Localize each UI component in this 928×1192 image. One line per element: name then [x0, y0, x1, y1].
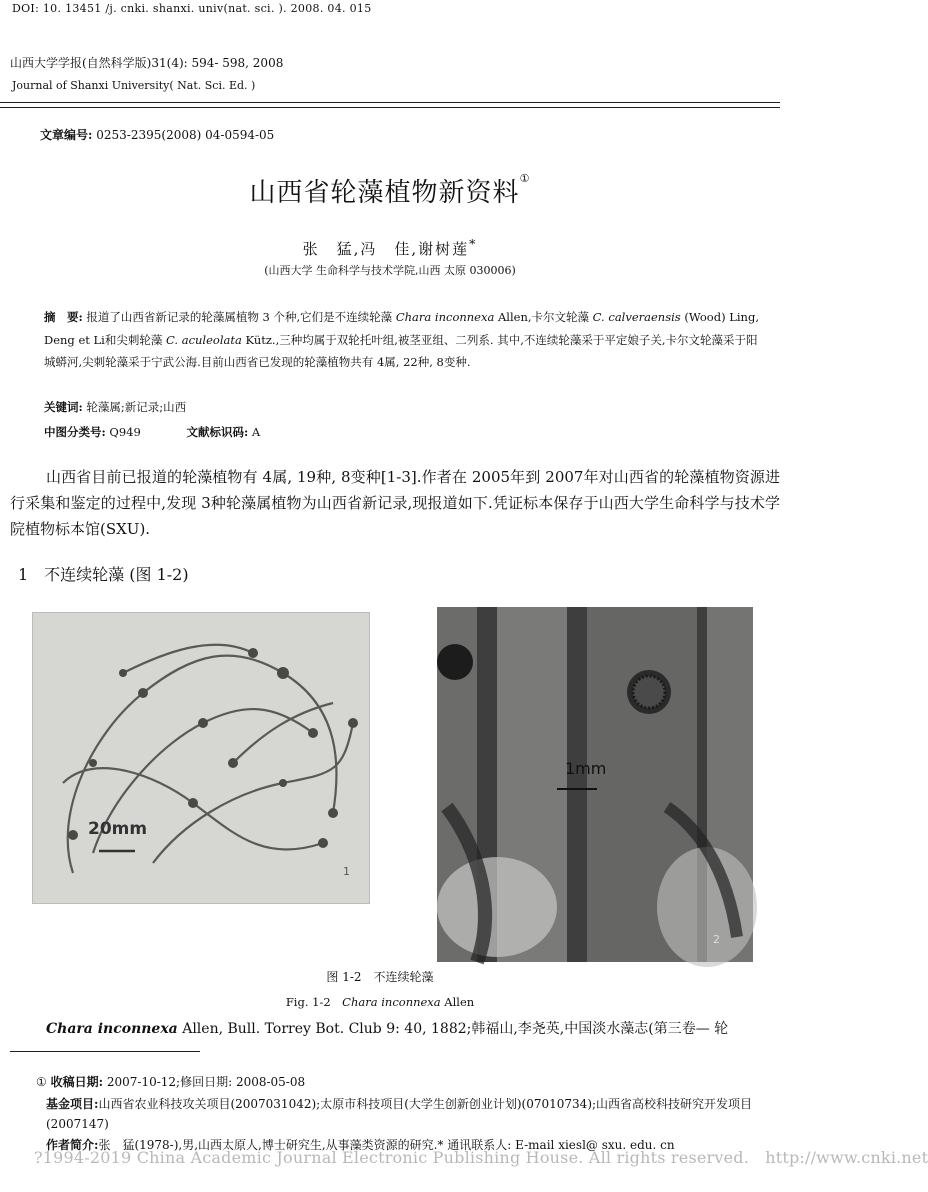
abstract	[44, 306, 764, 374]
clc-label: 中图分类号:	[44, 425, 106, 439]
authors	[0, 236, 780, 259]
keywords-label: 关键词:	[44, 400, 83, 414]
reference-text: Allen, Bull. Torrey Bot. Club 9: 40, 1882;韩福山,李尧英,中国淡水藻志(第三卷— 轮	[177, 1021, 729, 1037]
title-footnote-mark: ①	[519, 172, 531, 185]
doc-code-label: 文献标识码:	[186, 425, 249, 439]
clc-value: Q949	[109, 425, 141, 439]
author-names: 张 猛,冯 佳,谢树莲	[302, 240, 470, 258]
doc-code-value: A	[251, 425, 261, 439]
paper-title-text: 山西省轮藻植物新资料	[249, 178, 520, 208]
caption-en-suffix: Allen	[440, 995, 475, 1009]
article-number	[40, 126, 274, 143]
abstract-species-2: C. calveraensis	[592, 310, 681, 324]
figure-2-scale-label: 1mm	[565, 759, 607, 778]
abstract-text-1: 报道了山西省新记录的轮藻属植物 3 个种,它们是不连续轮藻	[86, 310, 396, 324]
footnote-mark: ①	[36, 1075, 47, 1089]
paper-title	[0, 172, 780, 209]
footnote-rule	[10, 1051, 200, 1052]
figure-caption-en	[0, 994, 760, 1010]
cnki-watermark: ?1994-2019 China Academic Journal Electronic Publishing House. All rights reserved. http://www.cnki.net	[34, 1148, 928, 1167]
caption-en-species: Chara inconnexa	[342, 995, 441, 1009]
abstract-species-3: C. aculeolata	[166, 332, 242, 347]
corresponding-mark: *	[469, 236, 478, 251]
figure-1-number: 1	[343, 865, 350, 878]
footnote-received	[36, 1073, 305, 1090]
figure-2-number: 2	[713, 933, 720, 946]
funding-text: 山西省农业科技攻关项目(2007031042);太原市科技项目(大学生创新创业计划)(07010734);山西省高校科技研究开发项目(2007147)	[46, 1097, 753, 1131]
figure-1-scale-label: 20mm	[88, 819, 148, 839]
figure-2-micrograph	[437, 607, 753, 962]
species-reference-line	[46, 1018, 728, 1038]
figure-caption-cn: 图 1-2 不连续轮藻	[326, 970, 434, 984]
author-bio-label: 作者简介:	[46, 1138, 99, 1152]
footnote-funding	[46, 1094, 786, 1134]
header-rule-bottom	[0, 107, 780, 108]
abstract-label: 摘 要:	[44, 310, 83, 324]
received-label: 收稿日期:	[50, 1075, 104, 1089]
keywords	[44, 399, 186, 415]
header-rule-top	[0, 102, 780, 103]
intro-paragraph: 山西省目前已报道的轮藻植物有 4属, 19种, 8变种[1-3].作者在 2005年到 2007年对山西省的轮藻植物资源进行采集和鉴定的过程中,发现 3种轮藻属植物为山西省新记录,现报道如下.凭证标本保存于山西大学生命科学与技术学院植物标本馆(SXU).	[10, 468, 780, 538]
received-dates: 2007-10-12;修回日期: 2008-05-08	[106, 1075, 306, 1089]
affiliation: (山西大学 生命科学与技术学院,山西 太原 030006)	[264, 264, 516, 277]
author-bio-text: 张 猛(1978-),男,山西太原人,博士研究生,从事藻类资源的研究.* 通讯联系人: E-mail xiesl@ sxu. edu. cn	[98, 1138, 675, 1152]
figure-1-photo	[32, 612, 370, 904]
reference-species: Chara inconnexa	[46, 1021, 178, 1037]
figure-2-illustration	[437, 607, 753, 962]
journal-title-cn: 山西大学学报(自然科学版)31(4): 594- 598, 2008	[10, 56, 284, 70]
journal-title-en: Journal of Shanxi University( Nat. Sci. Ed. )	[12, 79, 256, 92]
abstract-text-4: Kütz.,三种均属于双轮托叶组,被茎亚组、二列系. 其中,不连续轮藻采于平定娘子关,卡尔文轮藻采于阳城蟒河,尖刺轮藻采于宁武公海.目前山西省已发现的轮藻植物共有 4属, 22种, 8变种.	[44, 332, 758, 369]
abstract-text-2: Allen,卡尔文轮藻	[494, 310, 593, 324]
article-number-label: 文章编号:	[40, 128, 93, 142]
article-number-value: 0253-2395(2008) 04-0594-05	[96, 128, 275, 142]
abstract-species-1: Chara inconnexa	[395, 310, 495, 324]
section-heading: 1 不连续轮藻 (图 1-2)	[18, 565, 189, 584]
figure-1-illustration	[33, 613, 369, 903]
doi-line: DOI: 10. 13451 /j. cnki. shanxi. univ(nat. sci. ). 2008. 04. 015	[12, 2, 372, 15]
abstract-text-3: (Wood) Ling, Deng et Li和尖刺轮藻	[44, 310, 759, 347]
caption-en-prefix: Fig. 1-2	[285, 995, 343, 1009]
funding-label: 基金项目:	[46, 1097, 99, 1111]
classification	[44, 424, 260, 440]
keywords-value: 轮藻属;新记录;山西	[86, 400, 187, 414]
